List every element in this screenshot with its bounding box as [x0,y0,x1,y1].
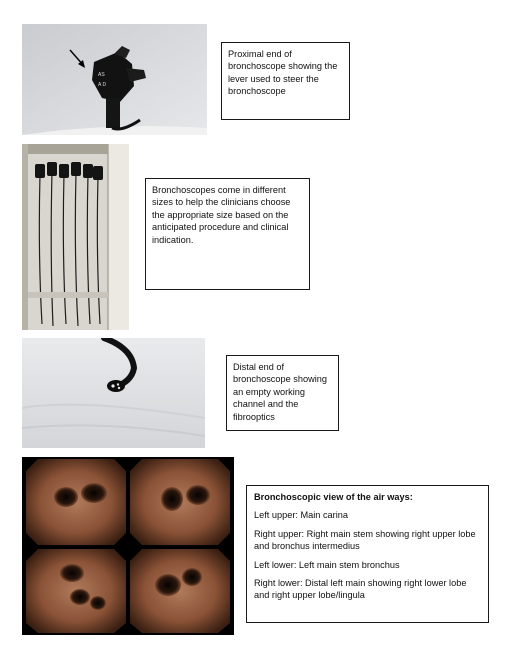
caption-text: Bronchoscopes come in different sizes to help the clinicians choose the appropriate size based on the anticipated procedure and clinical indication. [152,185,291,245]
caption-line-right-lower: Right lower: Distal left main showing right lower lobe and right upper lobe/lingula [254,578,467,601]
bronchoscope-distal-tip-photo [22,338,205,448]
caption-line-left-upper: Left upper: Main carina [254,510,348,521]
bronchoscope-storage-cabinet-photo [22,144,129,330]
caption-line-left-lower: Left lower: Left main stem bronchus [254,559,400,570]
bronchoscope-handle-photo [22,24,207,135]
caption-line-right-upper: Right upper: Right main stem showing right upper lobe and bronchus intermedius [254,528,476,552]
caption-text: Proximal end of bronchoscope showing the lever used to steer the bronchoscope [228,49,338,97]
caption-proximal-end [221,42,350,120]
svg-text:AS: AS [98,72,105,78]
caption-title: Bronchoscopic view of the air ways: [254,492,413,502]
caption-text: Distal end of bronchoscope showing an empty working channel and the fibrooptics [233,362,327,422]
svg-text:A D: A D [98,82,107,88]
caption-bronchoscope-sizes [145,178,310,290]
caption-distal-end [226,355,339,431]
airway-endoscopic-views-photo [22,457,234,635]
caption-airway-views [246,485,489,623]
